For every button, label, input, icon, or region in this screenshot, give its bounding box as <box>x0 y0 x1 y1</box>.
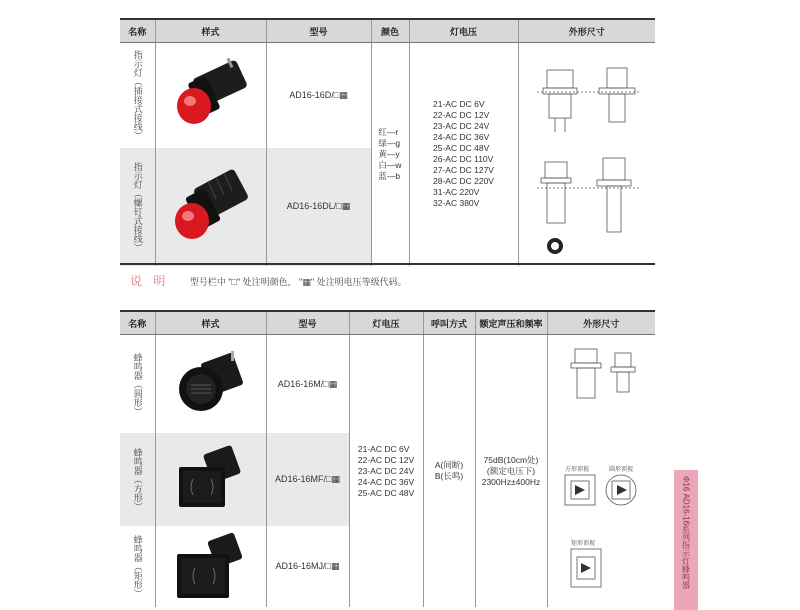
color-code-list: 红—r 绿—g 黄—y 白—w 蓝—b <box>378 126 402 181</box>
round-top-view-label: 圆形顶视 <box>609 467 634 473</box>
table-row <box>120 335 655 434</box>
square-top-view-label: 方形顶视 <box>565 467 590 473</box>
model-number: AD16-16MF/□▦ <box>275 474 340 485</box>
col-header-dimensions: 外形尺寸 <box>547 311 655 335</box>
table-bottom-rule <box>120 263 655 265</box>
model-number: AD16-16MJ/□▦ <box>275 561 340 572</box>
table-header-row <box>120 311 655 335</box>
indicator-lamp-table <box>120 18 655 266</box>
row-name: 指示灯（插接式接线） <box>132 50 143 141</box>
rect-buzzer-image <box>171 528 251 604</box>
col-header-dimensions: 外形尺寸 <box>518 19 655 43</box>
table-row <box>120 43 655 148</box>
col-header-sound: 额定声压和频率 <box>475 311 547 335</box>
sound-spec: 75dB(10cm处) (额定电压下) 2300Hz±400Hz <box>481 454 541 487</box>
note-text: 型号栏中 "□" 处注明颜色， "▦" 处注明电压等级代码。 <box>189 277 407 287</box>
row-name: 蜂鸣器（圆形） <box>132 352 143 416</box>
model-number: AD16-16D/□▦ <box>289 89 348 100</box>
col-header-voltage: 灯电压 <box>409 19 518 43</box>
round-buzzer-image <box>171 343 251 423</box>
indicator-lamp-image <box>166 161 256 251</box>
col-header-call-mode: 呼叫方式 <box>423 311 475 335</box>
indicator-lamp-image <box>166 54 256 134</box>
row-name: 指示灯（螺钉式接线） <box>132 161 143 252</box>
row-name: 蜂鸣器（方形） <box>132 448 143 512</box>
model-number: AD16-16M/□▦ <box>277 378 338 389</box>
col-header-style: 样式 <box>155 311 266 335</box>
buzzer-table <box>120 310 655 607</box>
side-tab <box>674 470 698 610</box>
model-number: AD16-16DL/□▦ <box>286 201 351 211</box>
row-name: 蜂鸣器（矩形） <box>132 535 143 599</box>
dimension-drawing <box>527 48 647 258</box>
call-mode-list: A(间断) B(长鸣) <box>434 460 464 481</box>
side-tab-text: Φ16 AD16-16系列指示灯蜂鸣器 <box>681 476 691 590</box>
voltage-code-list: 21-AC DC 6V 22-AC DC 12V 23-AC DC 24V 24-AC DC 36V 25-AC DC 48V <box>357 443 415 498</box>
col-header-voltage: 灯电压 <box>349 311 423 335</box>
col-header-model: 型号 <box>266 311 349 335</box>
note-label: 说 明 <box>130 274 170 288</box>
col-header-color: 颜色 <box>371 19 409 43</box>
col-header-model: 型号 <box>266 19 371 43</box>
rect-top-view-label: 矩形顶视 <box>571 541 596 547</box>
buzzer-dimension-drawing <box>551 335 651 605</box>
voltage-code-list: 21-AC DC 6V 22-AC DC 12V 23-AC DC 24V 24-AC DC 36V 25-AC DC 48V 26-AC DC 110V 27-AC DC 127V 28-AC DC 220V 31-AC 220V 32-AC 380V <box>433 99 494 209</box>
table-header-row <box>120 19 655 43</box>
note <box>130 272 407 289</box>
col-header-name: 名称 <box>120 311 155 335</box>
col-header-style: 样式 <box>155 19 266 43</box>
square-buzzer-image <box>171 439 251 519</box>
col-header-name: 名称 <box>120 19 155 43</box>
